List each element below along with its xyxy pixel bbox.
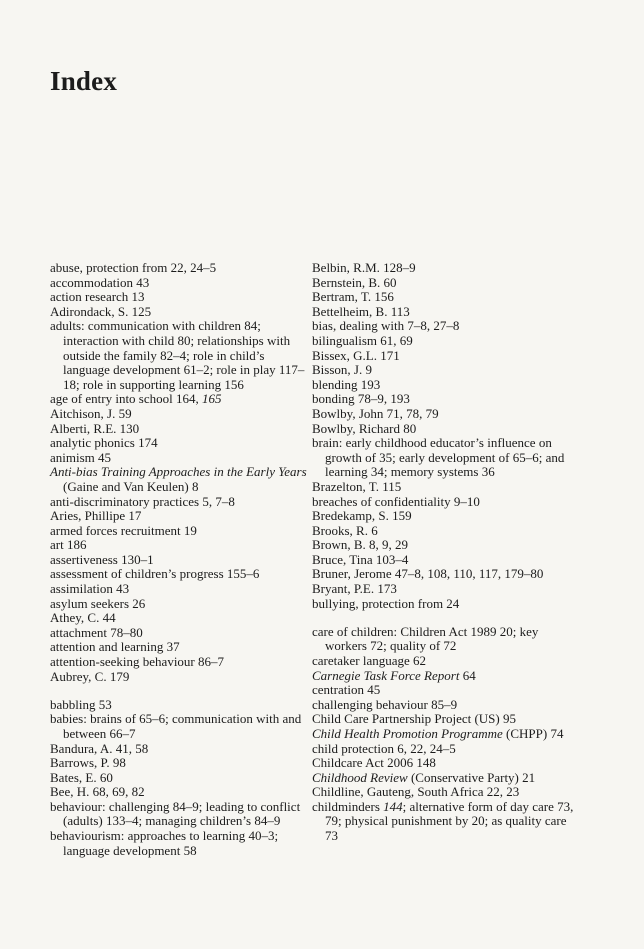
index-entry: abuse, protection from 22, 24–5 xyxy=(50,260,217,275)
index-entry: Childline, Gauteng, South Africa 22, 23 xyxy=(312,784,520,800)
index-entry: Bredekamp, S. 159 xyxy=(312,508,412,524)
index-entry: Carnegie Task Force Report 64 xyxy=(312,667,476,683)
index-entry: Adirondack, S. 125 xyxy=(50,303,152,319)
index-entry: attachment 78–80 xyxy=(50,624,143,640)
index-entry: bilingualism 61, 69 xyxy=(312,332,413,348)
index-entry: animism 45 xyxy=(50,449,112,465)
index-entry: bullying, protection from 24 xyxy=(312,595,460,611)
index-entry: Child Care Partnership Project (US) 95 xyxy=(312,711,516,727)
index-entry: Alberti, R.E. 130 xyxy=(50,420,140,436)
index-entry: Brooks, R. 6 xyxy=(312,522,378,538)
index-entry: behaviour: challenging 84–9; leading to conflict (adults) 133–4; managing children’s 84–9 xyxy=(50,798,301,829)
index-entry: care of children: Children Act 1989 20; key workers 72; quality of 72 xyxy=(312,623,539,654)
index-entry: asylum seekers 26 xyxy=(50,595,146,611)
index-entry: Bisson, J. 9 xyxy=(312,362,372,378)
index-entry: Brown, B. 8, 9, 29 xyxy=(312,537,409,553)
index-entry: caretaker language 62 xyxy=(312,652,427,668)
index-entry: babies: brains of 65–6; communication with and between 66–7 xyxy=(50,711,302,741)
index-entry: bonding 78–9, 193 xyxy=(312,391,410,407)
index-column-left xyxy=(50,261,312,858)
index-entry: Bernstein, B. 60 xyxy=(312,274,397,290)
index-entry: behaviourism: approaches to learning 40–3; language development 58 xyxy=(50,828,279,858)
index-entry: Anti-bias Training Approaches in the Early Years (Gaine and Van Keulen) 8 xyxy=(50,464,307,494)
index-entry: Athey, C. 44 xyxy=(50,610,116,626)
index-entry: assimilation 43 xyxy=(50,581,130,597)
index-entry: Brazelton, T. 115 xyxy=(312,478,402,494)
index-entry: Barrows, P. 98 xyxy=(50,755,126,771)
index-entry: attention and learning 37 xyxy=(50,639,180,655)
index-entry: Bates, E. 60 xyxy=(50,769,113,785)
index-entry: Bowlby, John 71, 78, 79 xyxy=(312,405,439,421)
index-entry: childminders 144; alternative form of day care 73, 79; physical punishment by 20; as quality care 73 xyxy=(312,798,574,844)
index-entry: armed forces recruitment 19 xyxy=(50,522,197,538)
index-entry: Childhood Review (Conservative Party) 21 xyxy=(312,769,536,785)
index-entry: Child Health Promotion Programme (CHPP) 74 xyxy=(312,725,564,741)
index-entry: Bowlby, Richard 80 xyxy=(312,420,417,436)
index-entry: centration 45 xyxy=(312,682,381,698)
index-entry: bias, dealing with 7–8, 27–8 xyxy=(312,318,460,334)
index-entry: Bee, H. 68, 69, 82 xyxy=(50,784,145,800)
index-entry: assessment of children’s progress 155–6 xyxy=(50,566,260,582)
index-entry: babbling 53 xyxy=(50,696,112,712)
index-entry: Bertram, T. 156 xyxy=(312,289,394,305)
index-column-right xyxy=(312,261,574,844)
index-entry: analytic phonics 174 xyxy=(50,435,158,451)
index-entry: art 186 xyxy=(50,537,87,553)
index-entry: action research 13 xyxy=(50,289,145,305)
index-entry: Bettelheim, B. 113 xyxy=(312,303,410,319)
index-entry: Bryant, P.E. 173 xyxy=(312,581,397,597)
index-entry: anti-discriminatory practices 5, 7–8 xyxy=(50,493,235,509)
index-entry: Bissex, G.L. 171 xyxy=(312,347,400,363)
index-entry: Belbin, R.M. 128–9 xyxy=(312,260,416,275)
index-entry: age of entry into school 164, 165 xyxy=(50,391,222,407)
index-entry: Bandura, A. 41, 58 xyxy=(50,740,149,756)
index-entry: adults: communication with children 84; interaction with child 80; relationships with outside the family 82–4; role in child’s language development 61–2; role in play 117–18; role in supporting learning 156 xyxy=(50,318,305,392)
index-entry: Aubrey, C. 179 xyxy=(50,668,130,684)
index-entry: assertiveness 130–1 xyxy=(50,551,154,567)
index-entry: Bruce, Tina 103–4 xyxy=(312,551,409,567)
index-entry: accommodation 43 xyxy=(50,274,150,290)
index-entry: child protection 6, 22, 24–5 xyxy=(312,740,456,756)
index-entry: Bruner, Jerome 47–8, 108, 110, 117, 179–80 xyxy=(312,566,544,582)
index-entry: challenging behaviour 85–9 xyxy=(312,696,458,712)
index-entry: Childcare Act 2006 148 xyxy=(312,755,436,771)
index-entry: blending 193 xyxy=(312,376,381,392)
index-entry: attention-seeking behaviour 86–7 xyxy=(50,654,225,670)
index-entry: Aries, Phillipe 17 xyxy=(50,508,142,524)
index-entry: breaches of confidentiality 9–10 xyxy=(312,493,480,509)
index-entry: brain: early childhood educator’s influence on growth of 35; early development of 65–6; and learning 34; memory systems 36 xyxy=(312,435,565,480)
index-entry: Aitchison, J. 59 xyxy=(50,405,132,421)
page-title: Index xyxy=(50,66,118,96)
